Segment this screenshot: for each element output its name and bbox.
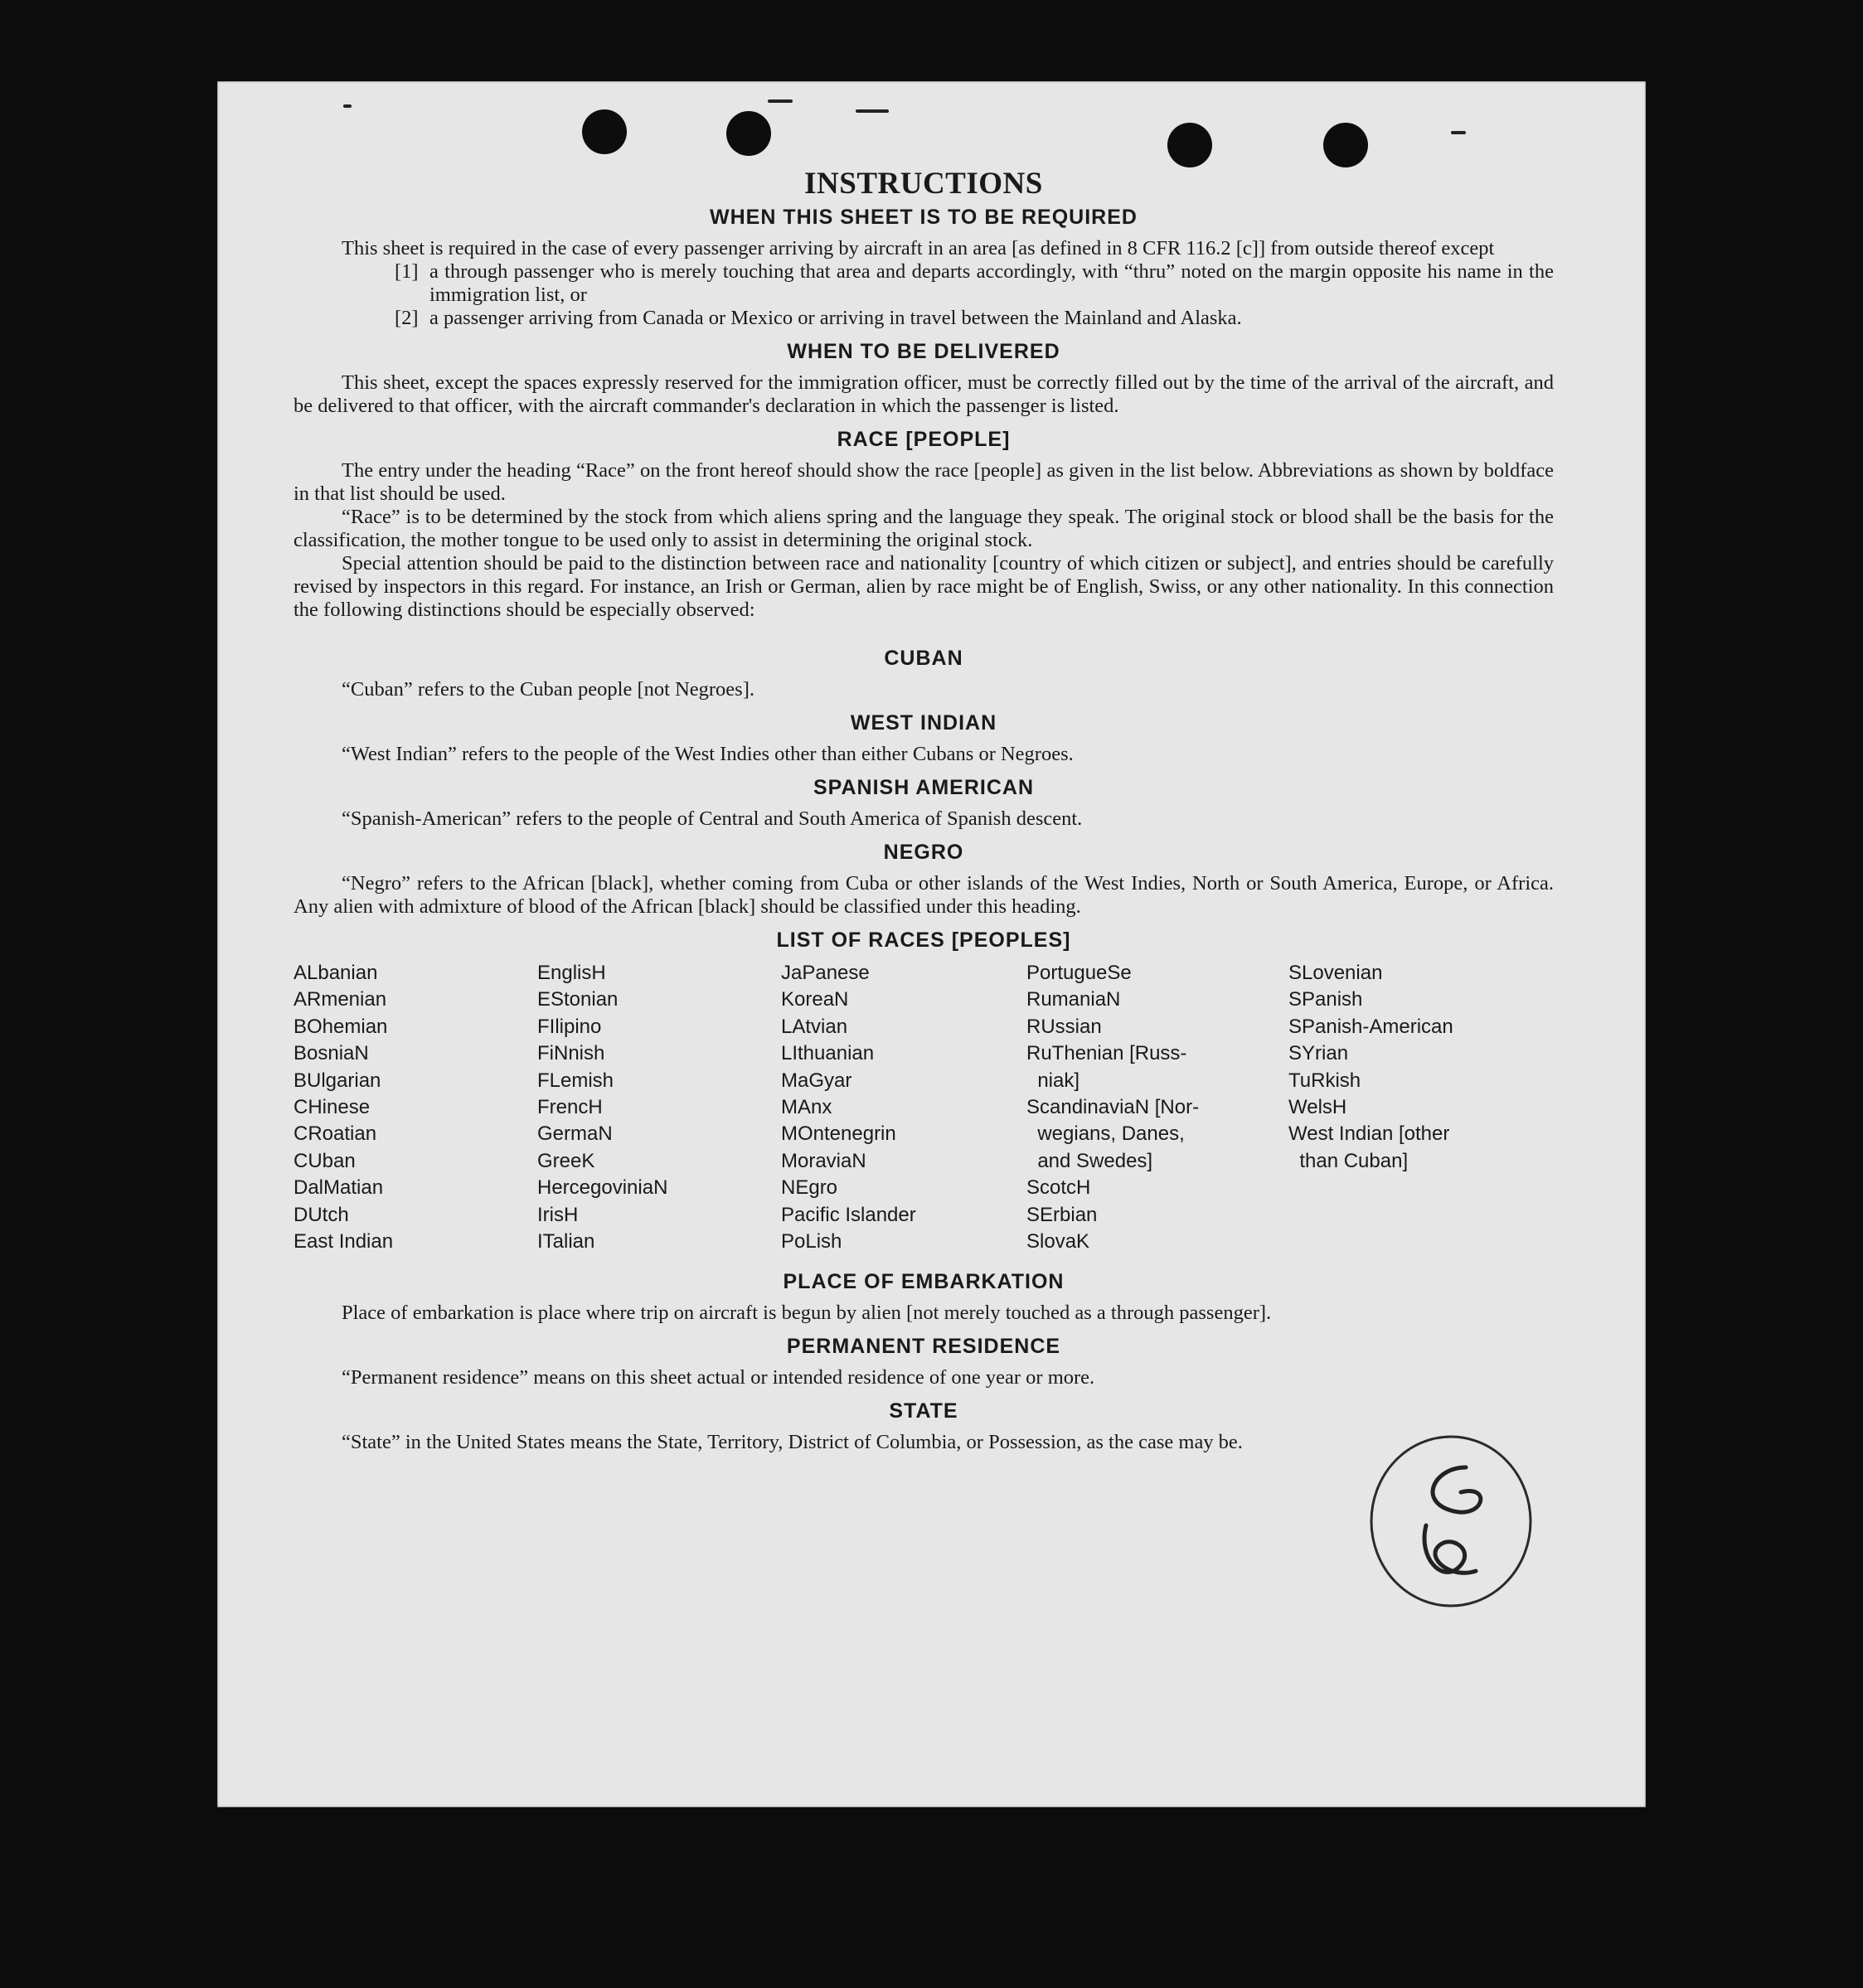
race-entry: BosniaN <box>294 1042 369 1065</box>
race-entry: LAtvian <box>781 1015 848 1038</box>
punch-hole <box>726 111 771 156</box>
race-entry: SlovaK <box>1026 1230 1090 1253</box>
punch-hole <box>582 109 627 154</box>
section-paragraph: Place of embarkation is place where trip on aircraft is begun by alien [not merely touched as a through passenger]. <box>342 1302 1272 1325</box>
section-paragraph: “State” in the United States means the State, Territory, District of Columbia, or Possession, as the case may be. <box>342 1431 1243 1454</box>
section-paragraph: Special attention should be paid to the distinction between race and nationality [country of which citizen or subject], and entries should be carefully revised by inspectors in this regard. For instance, an Irish or German, alien by race might be of English, Swiss, or any other nationality. In this connection the following distinctions should be especially observed: <box>294 552 1554 621</box>
race-entry: and Swedes] <box>1026 1149 1153 1172</box>
race-entry: ALbanian <box>294 962 378 984</box>
list-item-number: [2] <box>395 307 419 329</box>
race-entry: ARmenian <box>294 988 387 1011</box>
race-entry: MoraviaN <box>781 1149 866 1172</box>
page-title: INSTRUCTIONS <box>804 167 1043 201</box>
race-entry: BOhemian <box>294 1015 388 1038</box>
races-column <box>537 960 781 1255</box>
races-column <box>294 960 537 1255</box>
section-heading: PERMANENT RESIDENCE <box>786 1335 1061 1359</box>
race-entry: Pacific Islander <box>781 1203 916 1226</box>
race-entry: IrisH <box>537 1203 579 1226</box>
section-paragraph: “Race” is to be determined by the stock from which aliens spring and the language they speak. The original stock or blood shall be the basis for the classification, the mother tongue to be used only to assist in determining the original stock. <box>294 506 1554 551</box>
race-entry: HercegoviniaN <box>537 1176 668 1200</box>
list-item <box>395 260 1554 307</box>
races-list <box>294 960 1554 1255</box>
race-entry: ScandinaviaN [Nor- <box>1026 1096 1200 1119</box>
races-column <box>781 960 1026 1255</box>
race-entry: WelsH <box>1288 1096 1347 1119</box>
race-entry: DUtch <box>294 1203 349 1226</box>
race-entry: GermaN <box>537 1122 613 1146</box>
race-entry: PortugueSe <box>1026 962 1132 984</box>
race-entry: CUban <box>294 1149 356 1172</box>
race-entry: KoreaN <box>781 988 849 1011</box>
race-entry: SPanish-American <box>1288 1015 1453 1038</box>
section-paragraph: This sheet is required in the case of every passenger arriving by aircraft in an area [as defined in 8 CFR 116.2 [c]] from outside thereof except <box>342 237 1495 259</box>
race-entry: RuThenian [Russ- <box>1026 1042 1187 1065</box>
handwritten-circle-mark <box>1368 1434 1534 1608</box>
race-entry: FLemish <box>537 1069 614 1092</box>
section-paragraph: The entry under the heading “Race” on the front hereof should show the race [people] as given in the list below. Abbreviations as shown by boldface in that list should be used. <box>294 459 1554 505</box>
section-heading: RACE [PEOPLE] <box>837 428 1011 451</box>
instructions-body <box>294 167 1554 1454</box>
list-item-text: a passenger arriving from Canada or Mexico or arriving in travel between the Mainland and Alaska. <box>429 307 1242 329</box>
race-entry: than Cuban] <box>1288 1149 1409 1172</box>
race-entry: DalMatian <box>294 1176 384 1200</box>
list-item <box>395 307 1554 330</box>
section-heading: CUBAN <box>884 647 963 670</box>
race-entry: CRoatian <box>294 1122 377 1146</box>
section-heading: SPANISH AMERICAN <box>813 776 1034 799</box>
race-entry: West Indian [other <box>1288 1122 1450 1146</box>
race-entry: RUssian <box>1026 1015 1102 1038</box>
race-entry: LIthuanian <box>781 1042 875 1065</box>
race-entry: East Indian <box>294 1230 394 1253</box>
races-column <box>1288 960 1537 1255</box>
race-entry: niak] <box>1026 1069 1080 1092</box>
race-entry: NEgro <box>781 1176 838 1200</box>
section-heading: WHEN THIS SHEET IS TO BE REQUIRED <box>710 206 1138 229</box>
race-entry: JaPanese <box>781 962 870 984</box>
race-entry: MOntenegrin <box>781 1122 896 1146</box>
section-paragraph: “West Indian” refers to the people of the West Indies other than either Cubans or Negroes. <box>342 743 1074 765</box>
section-heading: WHEN TO BE DELIVERED <box>787 340 1060 363</box>
race-entry: FiNnish <box>537 1042 605 1065</box>
race-entry: GreeK <box>537 1149 595 1172</box>
section-paragraph: “Permanent residence” means on this sheet actual or intended residence of one year or more. <box>342 1366 1095 1389</box>
race-entry: SErbian <box>1026 1203 1098 1226</box>
race-entry: EnglisH <box>537 962 606 984</box>
race-entry: FIlipino <box>537 1015 602 1038</box>
ink-speck <box>768 99 793 103</box>
race-entry: SPanish <box>1288 988 1363 1011</box>
race-entry: SLovenian <box>1288 962 1383 984</box>
races-column <box>1026 960 1288 1255</box>
section-paragraph: “Spanish-American” refers to the people of Central and South America of Spanish descent. <box>342 807 1083 830</box>
race-entry: MaGyar <box>781 1069 852 1092</box>
race-entry: ScotcH <box>1026 1176 1091 1200</box>
race-entry: BUlgarian <box>294 1069 381 1092</box>
section-paragraph: “Cuban” refers to the Cuban people [not Negroes]. <box>342 678 754 701</box>
race-entry: RumaniaN <box>1026 988 1121 1011</box>
ink-speck <box>1451 131 1466 134</box>
race-entry: EStonian <box>537 988 619 1011</box>
race-entry: PoLish <box>781 1230 842 1253</box>
punch-hole <box>1323 123 1368 167</box>
ink-speck <box>856 109 889 113</box>
race-entry: CHinese <box>294 1096 371 1119</box>
race-entry: SYrian <box>1288 1042 1349 1065</box>
section-heading: STATE <box>889 1399 958 1423</box>
section-paragraph: This sheet, except the spaces expressly reserved for the immigration officer, must be correctly filled out by the time of the arrival of the aircraft, and be delivered to that officer, with the aircraft commander's declaration in which the passenger is listed. <box>294 371 1554 417</box>
section-paragraph: “Negro” refers to the African [black], whether coming from Cuba or other islands of the West Indies, North or South America, Europe, or Africa. Any alien with admixture of blood of the African [black] should be classified under this heading. <box>294 872 1554 918</box>
race-entry: FrencH <box>537 1096 603 1119</box>
list-item-number: [1] <box>395 260 419 283</box>
ink-speck <box>343 104 352 108</box>
races-heading: LIST OF RACES [PEOPLES] <box>776 929 1071 952</box>
punch-hole <box>1167 123 1212 167</box>
list-item-text: a through passenger who is merely touching that area and departs accordingly, with “thru” noted on the margin opposite his name in the immigration list, or <box>429 260 1554 306</box>
race-entry: ITalian <box>537 1230 595 1253</box>
section-heading: NEGRO <box>883 841 964 864</box>
race-entry: MAnx <box>781 1096 832 1119</box>
section-heading: WEST INDIAN <box>850 711 997 735</box>
section-heading: PLACE OF EMBARKATION <box>783 1270 1065 1294</box>
document-page <box>217 81 1646 1807</box>
race-entry: wegians, Danes, <box>1026 1122 1185 1146</box>
race-entry: TuRkish <box>1288 1069 1361 1092</box>
